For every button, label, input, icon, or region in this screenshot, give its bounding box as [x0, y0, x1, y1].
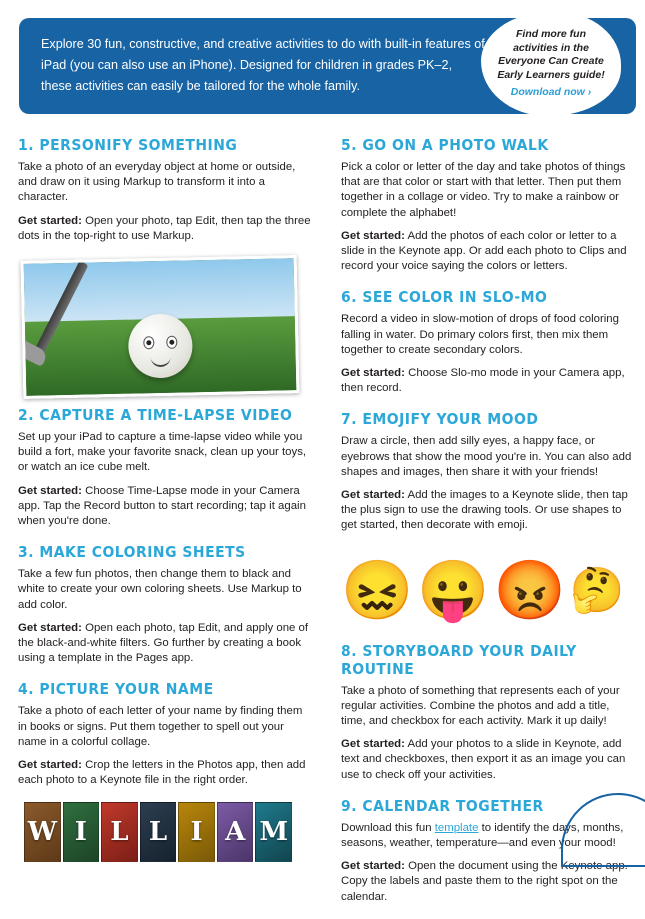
activity-1-description: Take a photo of an everyday object at home or outside, and draw on it using Markup to transform it into a character. [18, 161, 296, 204]
activity-6-description: Record a video in slow-motion of drops of food coloring falling in water. Do primary colors first, then mix them together to create secondary colors. [341, 313, 619, 356]
name-letter-tile: M [255, 802, 292, 862]
activity-7-steps-text: Add the images to a Keynote slide, then tap the plus sign to use the drawing tools. Or use shapes to get started, then decorate with emoji. [341, 489, 628, 532]
activity-2-steps [18, 484, 313, 530]
activity-4-description: Take a photo of each letter of your name by finding them in books or signs. Put them together to spell out your name in a colorful collage. [18, 705, 303, 748]
activity-7-description: Draw a circle, then add silly eyes, a happy face, or eyebrows that show the mood you're in. You can also add shapes and images, then share it with your friends! [341, 435, 632, 478]
thinking-face-emoji: 🤔 [569, 565, 625, 615]
activity-6-steps-lead: Get started: [341, 367, 405, 380]
activity-3-steps [18, 621, 313, 667]
name-letter-tile: I [63, 802, 100, 862]
activity-8-title: 8. STORYBOARD YOUR DAILY ROUTINE [341, 641, 577, 678]
activity-4-steps-text: Crop the letters in the Photos app, then add each photo to a Keynote file in the right order. [18, 759, 306, 787]
activity-2-title: 2. CAPTURE A TIME-LAPSE VIDEO [18, 406, 293, 425]
intro-banner-text: Explore 30 fun, constructive, and creative activities to do with built-in features of iPad (you can also use an iPhone). Designed for children in grades PK–2, these activities can easily be tailored for the whole family. [41, 37, 485, 93]
promo-burst-download-link[interactable]: Download now › [510, 86, 592, 98]
activity-9-steps-lead: Get started: [341, 860, 405, 873]
activity-4-title: 4. PICTURE YOUR NAME [18, 680, 214, 699]
golf-ball-eye-left [143, 336, 154, 349]
activity-8-steps-text: Add your photos to a slide in Keynote, add text and checkboxes, then export it as an image you can use to check off your activities. [341, 738, 626, 781]
activity-8-steps [341, 737, 636, 783]
promo-burst-text: Find more fun activities in the Everyone Can Create Early Learners guide! [497, 28, 605, 81]
activity-8 [341, 642, 636, 783]
name-letter-tile: A [217, 802, 254, 862]
activity-4-steps-lead: Get started: [18, 759, 82, 772]
activity-5-steps-text: Add the photos of each color or letter to a slide in the Keynote app. Or add each photo to Clips and record your voice saying the colors or letters. [341, 229, 627, 273]
activity-1 [18, 136, 313, 244]
header-banner-area [10, 14, 635, 118]
activity-6-title: 6. SEE COLOR IN SLO-MO [341, 288, 548, 307]
activity-7 [341, 410, 636, 533]
activity-3-description: Take a few fun photos, then change them to black and white to create your own coloring sheets. Use Markup to add color. [18, 568, 302, 611]
activity-4 [18, 680, 313, 788]
name-collage-photo [24, 802, 292, 862]
confounded-face-emoji: 😖 [341, 557, 414, 623]
activity-9-title: 9. CALENDAR TOGETHER [341, 796, 544, 815]
activity-3 [18, 543, 313, 666]
two-column-layout [10, 136, 635, 919]
activity-7-steps-lead: Get started: [341, 489, 405, 502]
activity-7-steps [341, 488, 636, 534]
tongue-out-face-emoji: 😛 [417, 557, 490, 623]
angry-face-emoji: 😡 [493, 557, 566, 623]
activity-1-steps-text: Open your photo, tap Edit, then tap the three dots in the top-right to use Markup. [18, 214, 311, 242]
activity-6-steps [341, 366, 636, 396]
activity-2-steps-lead: Get started: [18, 484, 82, 497]
promo-burst[interactable] [483, 14, 619, 114]
activity-5-title: 5. GO ON A PHOTO WALK [341, 136, 549, 154]
activity-5 [341, 136, 636, 274]
activity-3-title: 3. MAKE COLORING SHEETS [18, 543, 246, 562]
activity-4-steps [18, 758, 313, 788]
calendar-template-link[interactable]: template [434, 821, 479, 834]
activity-8-description: Take a photo of something that represents each of your regular activities. Combine the photos and add a title, time, and checkbox for each activity. Mark it up daily! [341, 684, 620, 728]
golf-ball-mouth [151, 356, 171, 367]
activity-1-title: 1. PERSONIFY SOMETHING [18, 136, 238, 154]
activity-8-steps-lead: Get started: [341, 738, 405, 751]
activity-5-steps-lead: Get started: [341, 229, 405, 242]
activity-6 [341, 288, 636, 396]
name-letter-tile: W [24, 802, 61, 862]
activity-1-steps [18, 214, 313, 244]
activity-3-steps-lead: Get started: [18, 621, 82, 634]
left-column [18, 136, 313, 919]
name-letter-tile: L [140, 802, 177, 862]
activity-9-steps-text: Open the document using the Keynote app. Copy the labels and paste them to the right spot on the calendar. [341, 860, 628, 903]
activity-5-steps [341, 229, 636, 275]
activity-2 [18, 406, 313, 529]
activity-5-description: Pick a color or letter of the day and take photos of things that are that color or start with that letter. Then put them together in a collage or video. Try to make a rainbow or complete the alphabet! [341, 161, 626, 219]
activity-9-description-pre: Download this fun [341, 821, 435, 834]
activity-2-description: Set up your iPad to capture a time-lapse video while you build a fort, make your favorite snack, clean up your toys, or watch an ice cube melt. [18, 431, 307, 474]
golf-ball-eye-right [166, 335, 177, 348]
golf-ball-character-photo [21, 255, 300, 399]
activity-9-description-post: to identify the days, months, seasons, weather, temperature—and even your mood! [341, 821, 624, 850]
activity-7-title: 7. EMOJIFY YOUR MOOD [341, 410, 539, 429]
activity-2-steps-text: Choose Time-Lapse mode in your Camera app. Tap the Record button to start recording; tap it again when you're done. [18, 484, 306, 528]
activity-3-steps-text: Open each photo, tap Edit, and apply one of the black-and-white filters. Go further by creating a book using a template in the Pages app. [18, 621, 309, 665]
name-letter-tile: L [101, 802, 138, 862]
emoji-faces-illustration [341, 548, 636, 634]
name-letter-tile: I [178, 802, 215, 862]
activity-6-steps-text: Choose Slo-mo mode in your Camera app, then record. [341, 367, 625, 395]
activity-1-steps-lead: Get started: [18, 214, 82, 227]
